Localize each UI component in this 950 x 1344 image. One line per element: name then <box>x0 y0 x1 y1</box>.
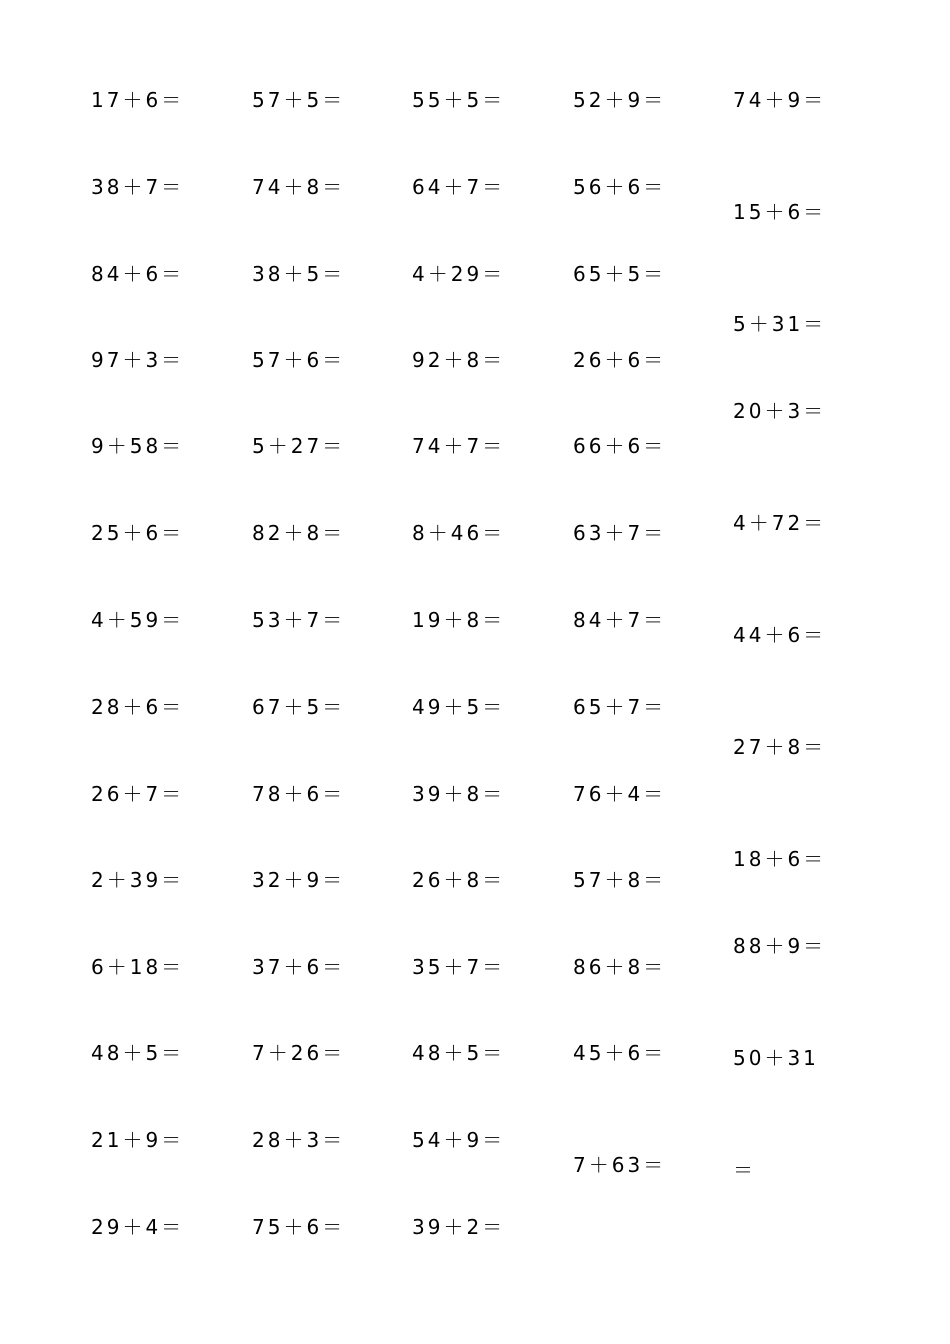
problem-c4-r2: 56＋6＝ <box>573 175 667 199</box>
problem-c2-r13: 28＋3＝ <box>252 1128 346 1152</box>
problem-c5-r8: 18＋6＝ <box>733 847 827 871</box>
problem-c2-r11: 37＋6＝ <box>252 955 346 979</box>
problem-c5-r2: 15＋6＝ <box>733 200 827 224</box>
problem-c2-r8: 67＋5＝ <box>252 695 346 719</box>
problem-c5-r4: 20＋3＝ <box>733 399 827 423</box>
problem-c2-r1: 57＋5＝ <box>252 88 346 112</box>
problem-c2-r14: 75＋6＝ <box>252 1215 346 1239</box>
problem-c5-r5: 4＋72＝ <box>733 511 827 535</box>
problem-c4-r4: 26＋6＝ <box>573 348 667 372</box>
problem-c1-r2: 38＋7＝ <box>91 175 185 199</box>
problem-c5-r11: ＝ <box>733 1158 756 1182</box>
problem-c5-r1: 74＋9＝ <box>733 88 827 112</box>
problem-c1-r7: 4＋59＝ <box>91 608 185 632</box>
problem-c1-r3: 84＋6＝ <box>91 262 185 286</box>
problem-c2-r2: 74＋8＝ <box>252 175 346 199</box>
problem-c4-r13: 7＋63＝ <box>573 1153 667 1177</box>
problem-c4-r10: 57＋8＝ <box>573 868 667 892</box>
problem-c4-r9: 76＋4＝ <box>573 782 667 806</box>
problem-c2-r10: 32＋9＝ <box>252 868 346 892</box>
problem-c1-r14: 29＋4＝ <box>91 1215 185 1239</box>
problem-c2-r12: 7＋26＝ <box>252 1041 346 1065</box>
problem-c3-r14: 39＋2＝ <box>412 1215 506 1239</box>
problem-c2-r4: 57＋6＝ <box>252 348 346 372</box>
problem-c1-r8: 28＋6＝ <box>91 695 185 719</box>
problem-c1-r1: 17＋6＝ <box>91 88 185 112</box>
problem-c1-r4: 97＋3＝ <box>91 348 185 372</box>
problem-c4-r12: 45＋6＝ <box>573 1041 667 1065</box>
problem-c4-r3: 65＋5＝ <box>573 262 667 286</box>
problem-c4-r6: 63＋7＝ <box>573 521 667 545</box>
problem-c1-r12: 48＋5＝ <box>91 1041 185 1065</box>
problem-c3-r9: 39＋8＝ <box>412 782 506 806</box>
problem-c2-r5: 5＋27＝ <box>252 434 346 458</box>
problem-c3-r6: 8＋46＝ <box>412 521 506 545</box>
problem-c2-r9: 78＋6＝ <box>252 782 346 806</box>
problem-c5-r3: 5＋31＝ <box>733 312 827 336</box>
problem-c1-r13: 21＋9＝ <box>91 1128 185 1152</box>
problem-c3-r1: 55＋5＝ <box>412 88 506 112</box>
problem-c1-r5: 9＋58＝ <box>91 434 185 458</box>
problem-c4-r11: 86＋8＝ <box>573 955 667 979</box>
problem-c5-r6: 44＋6＝ <box>733 623 827 647</box>
problem-c3-r10: 26＋8＝ <box>412 868 506 892</box>
problem-c5-r9: 88＋9＝ <box>733 934 827 958</box>
problem-c4-r5: 66＋6＝ <box>573 434 667 458</box>
problem-c3-r7: 19＋8＝ <box>412 608 506 632</box>
problem-c4-r8: 65＋7＝ <box>573 695 667 719</box>
problem-c4-r7: 84＋7＝ <box>573 608 667 632</box>
problem-c3-r13: 54＋9＝ <box>412 1128 506 1152</box>
problem-c5-r10: 50＋31 <box>733 1046 819 1070</box>
problem-c3-r11: 35＋7＝ <box>412 955 506 979</box>
problem-c5-r7: 27＋8＝ <box>733 735 827 759</box>
problem-c1-r9: 26＋7＝ <box>91 782 185 806</box>
problem-c4-r1: 52＋9＝ <box>573 88 667 112</box>
problem-c3-r8: 49＋5＝ <box>412 695 506 719</box>
problem-c1-r6: 25＋6＝ <box>91 521 185 545</box>
problem-c3-r3: 4＋29＝ <box>412 262 506 286</box>
problem-c2-r7: 53＋7＝ <box>252 608 346 632</box>
problem-c2-r6: 82＋8＝ <box>252 521 346 545</box>
problem-c1-r11: 6＋18＝ <box>91 955 185 979</box>
problem-c2-r3: 38＋5＝ <box>252 262 346 286</box>
problem-c3-r5: 74＋7＝ <box>412 434 506 458</box>
problem-c1-r10: 2＋39＝ <box>91 868 185 892</box>
problem-c3-r12: 48＋5＝ <box>412 1041 506 1065</box>
problem-c3-r2: 64＋7＝ <box>412 175 506 199</box>
problem-c3-r4: 92＋8＝ <box>412 348 506 372</box>
